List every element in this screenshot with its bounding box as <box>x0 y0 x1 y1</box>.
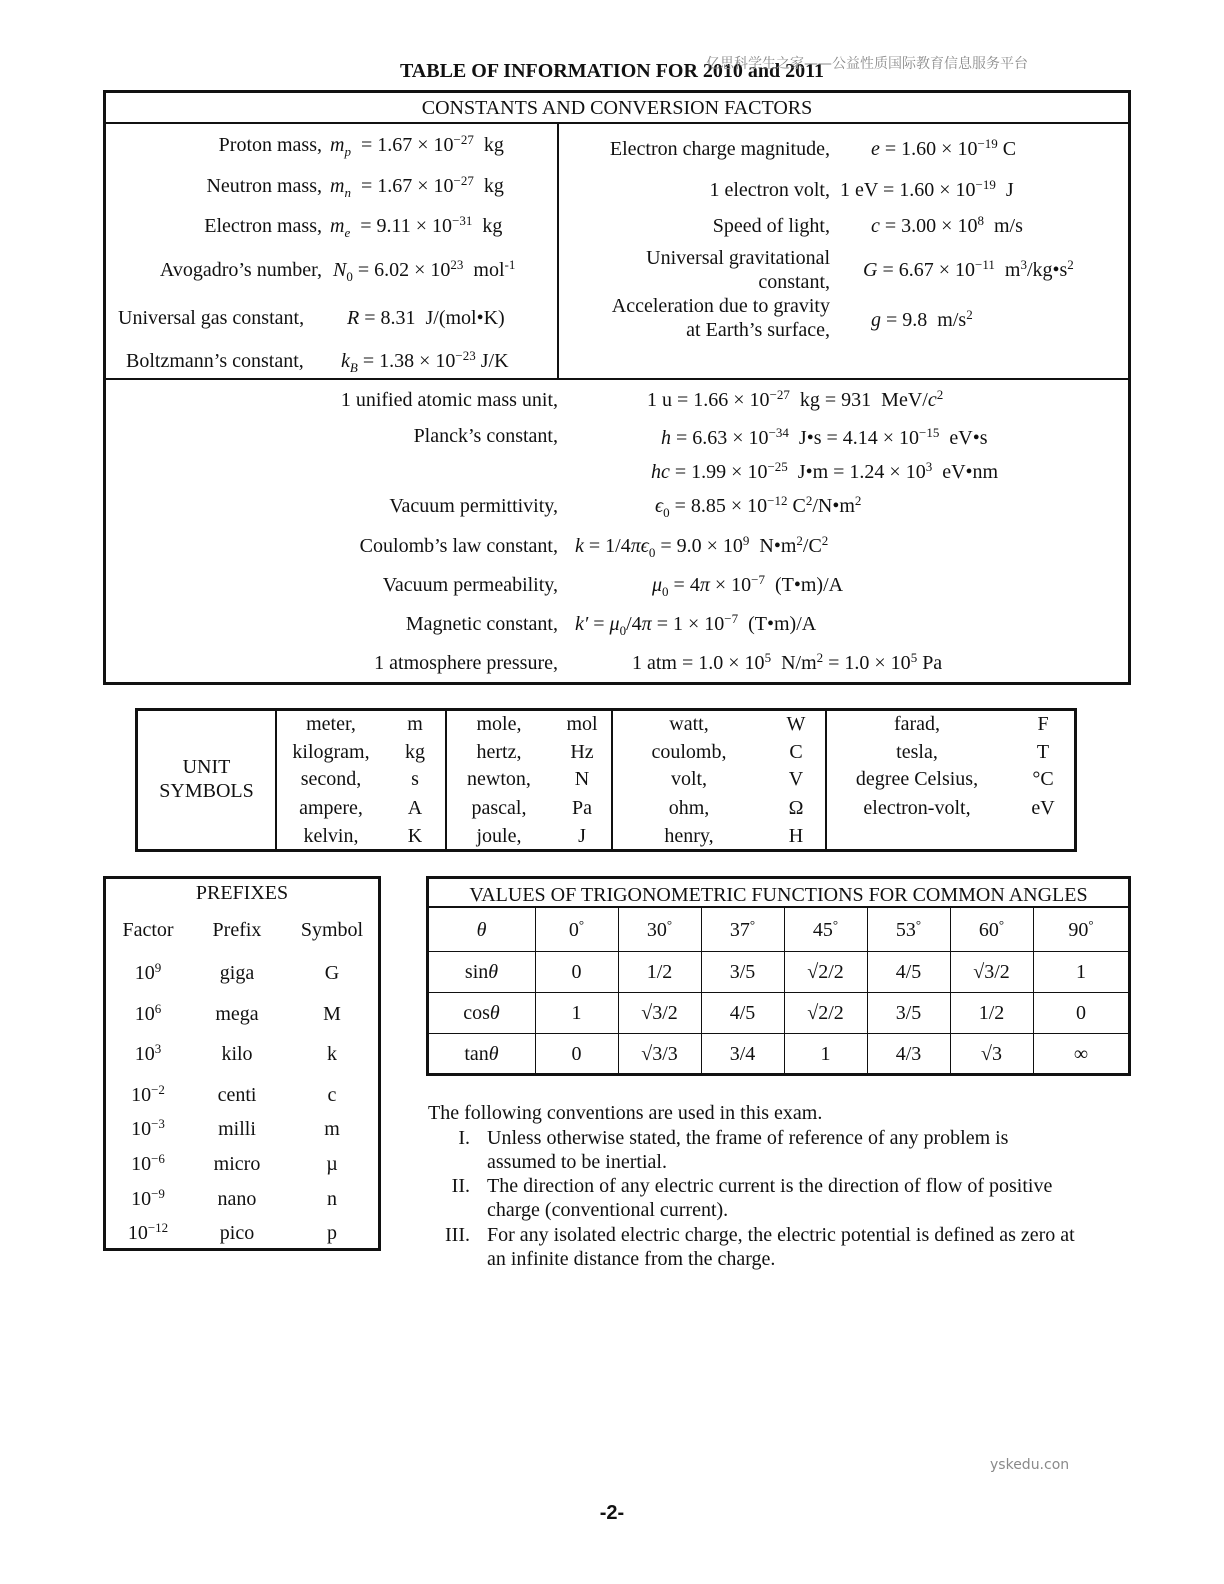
light-speed-label: Speed of light, <box>712 215 830 237</box>
prefix-name: pico <box>219 1222 255 1244</box>
unit-symbol: T <box>1036 741 1050 763</box>
unit-name: mole, <box>476 713 522 735</box>
trig-value: 3/4 <box>729 1043 756 1065</box>
degree-mark: ° <box>998 917 1005 932</box>
electron-charge-value: $e = 1.60 \times 10^{-19}$ C <box>871 136 1017 160</box>
trig-header: VALUES OF TRIGONOMETRIC FUNCTIONS FOR COMMON ANGLES <box>469 884 1088 906</box>
convention-text: The direction of any electric current is the direction of flow of positive <box>487 1175 1053 1197</box>
prefix-factor: $10^{-9}$ <box>131 1186 165 1210</box>
prefix-symbol: G <box>324 962 340 984</box>
prefix-symbol: k <box>327 1043 337 1065</box>
unit-symbol: eV <box>1031 797 1055 819</box>
unit-symbol: s <box>411 768 419 790</box>
permeability-value: $\mu_0 = 4\pi \times 10^{-7}$ (T•m)/A <box>652 572 844 599</box>
unit-symbol: W <box>786 713 806 735</box>
unit-symbol: N <box>574 768 590 790</box>
unit-symbol: kg <box>405 741 425 763</box>
trig-value: 1/2 <box>978 1002 1005 1024</box>
watermark-bottom: yskedu.con <box>990 1457 1070 1473</box>
trig-value: 3/5 <box>895 1002 922 1024</box>
trig-value: 1/2 <box>646 961 673 983</box>
unit-name: coulomb, <box>651 741 727 763</box>
trig-function-label: tanθ <box>464 1043 499 1065</box>
convention-text: For any isolated electric charge, the electric potential is defined as zero at <box>487 1224 1075 1246</box>
planck-label: Planck’s constant, <box>413 425 558 447</box>
boltzmann-label: Boltzmann’s constant, <box>126 350 304 372</box>
unit-symbol: Hz <box>570 741 594 763</box>
unit-name: electron-volt, <box>863 797 971 819</box>
unit-name: volt, <box>670 768 708 790</box>
prefix-factor: $10^{-3}$ <box>131 1116 165 1140</box>
magnetic-value: $k' = \mu_0/4\pi = 1 \times 10^{-7}$ (T•m)/A <box>575 611 817 638</box>
permeability-label: Vacuum permeability, <box>382 574 558 596</box>
light-speed-value: $c = 3.00 \times 10^8$ m/s <box>871 213 1023 237</box>
trig-value: 3/5 <box>729 961 756 983</box>
prefix-symbol: M <box>323 1003 341 1025</box>
convention-text: an infinite distance from the charge. <box>487 1248 776 1270</box>
gas-constant-label: Universal gas constant, <box>118 307 305 329</box>
degree-mark: ° <box>832 917 839 932</box>
prefixes-header: PREFIXES <box>195 882 289 904</box>
amu-value: 1 $u = 1.66 \times 10^{-27}$ kg = 931 MeV/$c^2$ <box>647 387 944 411</box>
prefix-name: kilo <box>221 1043 253 1065</box>
unit-symbol: F <box>1037 713 1049 735</box>
trig-value: 1 <box>820 1043 831 1065</box>
amu-label: 1 unified atomic mass unit, <box>340 389 558 411</box>
unit-symbol: V <box>788 768 804 790</box>
prefix-factor: $10^3$ <box>134 1041 162 1065</box>
prefix-factor: $10^{-2}$ <box>131 1082 165 1106</box>
trig-grid-line <box>428 992 1129 993</box>
acceleration-label-1: Acceleration due to gravity <box>611 295 830 317</box>
trig-value: ∞ <box>1073 1043 1089 1065</box>
electron-charge-label: Electron charge magnitude, <box>609 138 830 160</box>
trig-value: 0 <box>571 1043 582 1065</box>
units-label-1: UNIT <box>182 756 231 778</box>
planck-value: $h = 6.63 \times 10^{-34}$ J•s = $4.14 \times 10^{-15}$ eV•s <box>661 425 988 449</box>
convention-text: Unless otherwise stated, the frame of reference of any problem is <box>487 1127 1009 1149</box>
prefix-factor: $10^{-12}$ <box>127 1220 169 1244</box>
unit-name: watt, <box>669 713 709 735</box>
hc-value: hc = $1.99 \times 10^{-25}$ J•m = $1.24 \times 10^3$ eV•nm <box>651 459 999 483</box>
magnetic-label: Magnetic constant, <box>405 613 558 635</box>
page-title: TABLE OF INFORMATION FOR 2010 and 2011 <box>399 60 825 82</box>
prefix-name: mega <box>215 1003 259 1025</box>
convention-number: III. <box>445 1224 470 1246</box>
prefix-name: milli <box>218 1118 256 1140</box>
prefixes-col-factor: Factor <box>122 919 174 941</box>
avogadro-label: Avogadro’s number, <box>159 259 322 281</box>
unit-symbol: Pa <box>572 797 592 819</box>
prefix-name: micro <box>213 1153 261 1175</box>
electron-volt-value: 1 eV = $1.60 \times 10^{-19}$ J <box>840 177 1014 201</box>
constants-header: CONSTANTS AND CONVERSION FACTORS <box>421 97 813 119</box>
trig-function-label: sinθ <box>464 961 499 983</box>
convention-number: I. <box>458 1127 470 1149</box>
trig-grid-line <box>428 907 1129 908</box>
unit-symbol: °C <box>1032 768 1054 790</box>
degree-mark: ° <box>578 917 585 932</box>
unit-name: ohm, <box>668 797 710 819</box>
avogadro-value: $N_0 = 6.02 \times 10^{23}$ mol$^{-1}$ <box>333 257 516 284</box>
trig-grid-line <box>428 1033 1129 1034</box>
trig-value: √3 <box>981 1043 1002 1065</box>
prefix-symbol: p <box>327 1222 337 1244</box>
prefix-name: centi <box>217 1084 257 1106</box>
trig-value: 1 <box>1076 961 1086 983</box>
permittivity-label: Vacuum permittivity, <box>389 495 558 517</box>
unit-name: kelvin, <box>303 825 359 847</box>
convention-text: charge (conventional current). <box>487 1199 729 1221</box>
unit-name: meter, <box>306 713 356 735</box>
unit-name: degree Celsius, <box>855 768 979 790</box>
unit-symbol: J <box>578 825 586 847</box>
prefix-name: giga <box>219 962 255 984</box>
trig-value: √3/2 <box>973 961 1010 983</box>
convention-text: assumed to be inertial. <box>487 1151 667 1173</box>
trig-value: 0 <box>1076 1002 1086 1024</box>
unit-symbol: C <box>789 741 803 763</box>
gravitational-value: $G = 6.67 \times 10^{-11}$ $m^3/kg•s^2$ <box>863 257 1074 281</box>
constants-section-divider <box>103 378 1131 380</box>
trig-function-label: cosθ <box>463 1002 500 1024</box>
unit-symbol: H <box>788 825 804 847</box>
unit-name: pascal, <box>471 797 527 819</box>
unit-symbol: Ω <box>788 797 804 819</box>
trig-value: 4/5 <box>895 961 922 983</box>
degree-mark: ° <box>1088 917 1094 932</box>
trig-value: 4/5 <box>729 1002 756 1024</box>
atm-label: 1 atmosphere pressure, <box>374 652 558 674</box>
coulomb-value: $k = 1/4\pi\epsilon_0 = 9.0 \times 10^9$ $N•m^2/C^2$ <box>575 533 829 560</box>
prefix-symbol: n <box>327 1188 337 1210</box>
unit-symbol: mol <box>566 713 598 735</box>
proton-mass-label: Proton mass, <box>218 134 322 156</box>
unit-symbol: m <box>407 713 423 735</box>
unit-name: kilogram, <box>292 741 370 763</box>
trig-value: √3/2 <box>641 1002 678 1024</box>
constants-column-divider <box>557 122 559 379</box>
unit-name: newton, <box>467 768 531 790</box>
watermark-top: 亿思科学生之家——公益性质国际教育信息服务平台 <box>706 56 1028 72</box>
constants-header-divider <box>103 122 1131 124</box>
acceleration-value: g = 9.8 $m/s^2$ <box>871 307 973 331</box>
gravitational-label-2: constant, <box>758 271 830 293</box>
degree-mark: ° <box>666 917 673 932</box>
trig-value: √2/2 <box>807 1002 844 1024</box>
proton-mass-value: $m_p = 1.67 \times 10^{-27}$ kg <box>330 132 504 159</box>
prefixes-col-prefix: Prefix <box>212 919 262 941</box>
electron-volt-label: 1 electron volt, <box>709 179 830 201</box>
prefix-factor: $10^{-6}$ <box>131 1151 165 1175</box>
unit-name: ampere, <box>299 797 363 819</box>
trig-value: 1 <box>571 1002 582 1024</box>
atm-value: 1 atm = $1.0 \times 10^5$ $N/m^2 = 1.0 \times 10^5$ Pa <box>632 650 943 674</box>
permittivity-value: $\epsilon_0 = 8.85 \times 10^{-12}$ $C^2/N•m^2$ <box>655 493 862 520</box>
trig-angle-header: 90° <box>1068 917 1094 941</box>
gravitational-label-1: Universal gravitational <box>646 247 830 269</box>
units-label-2: SYMBOLS <box>159 780 254 802</box>
gas-constant-value: R = 8.31 J/(mol•K) <box>347 307 505 329</box>
neutron-mass-label: Neutron mass, <box>206 175 322 197</box>
coulomb-label: Coulomb’s law constant, <box>359 535 558 557</box>
trig-value: √2/2 <box>807 961 844 983</box>
boltzmann-value: $k_B = 1.38 \times 10^{-23}$ J/K <box>341 348 509 375</box>
trig-angle-header: 30° <box>646 917 673 941</box>
acceleration-label-2: at Earth’s surface, <box>686 319 830 341</box>
unit-name: henry, <box>664 825 714 847</box>
unit-name: second, <box>300 768 362 790</box>
neutron-mass-value: $m_n = 1.67 \times 10^{-27}$ kg <box>330 173 504 200</box>
electron-mass-label: Electron mass, <box>204 215 322 237</box>
conventions-intro: The following conventions are used in this exam. <box>428 1102 823 1124</box>
prefix-factor: $10^6$ <box>134 1001 162 1025</box>
unit-name: joule, <box>476 825 522 847</box>
unit-name: tesla, <box>896 741 938 763</box>
trig-value: 4/3 <box>895 1043 922 1065</box>
trig-angle-header: 0° <box>568 917 585 941</box>
prefix-name: nano <box>217 1188 257 1210</box>
unit-symbol: A <box>407 797 423 819</box>
trig-theta-header: θ <box>476 919 487 941</box>
trig-angle-header: 60° <box>978 917 1005 941</box>
unit-name: farad, <box>893 713 941 735</box>
prefix-symbol: m <box>324 1118 340 1140</box>
trig-grid-line <box>428 951 1129 952</box>
page-number: -2- <box>599 1502 625 1524</box>
trig-value: 0 <box>571 961 582 983</box>
trig-value: √3/3 <box>641 1043 678 1065</box>
trig-angle-header: 45° <box>812 917 839 941</box>
prefix-factor: $10^9$ <box>134 960 162 984</box>
trig-angle-header: 53° <box>895 917 922 941</box>
trig-angle-header: 37° <box>729 917 756 941</box>
electron-mass-value: $m_e = 9.11 \times 10^{-31}$ kg <box>330 213 503 240</box>
degree-mark: ° <box>915 917 922 932</box>
degree-mark: ° <box>749 917 756 932</box>
prefixes-col-symbol: Symbol <box>300 919 364 941</box>
convention-number: II. <box>451 1175 470 1197</box>
prefix-symbol: c <box>327 1084 337 1106</box>
prefix-symbol: µ <box>326 1153 338 1175</box>
unit-symbol: K <box>407 825 423 847</box>
unit-name: hertz, <box>476 741 522 763</box>
